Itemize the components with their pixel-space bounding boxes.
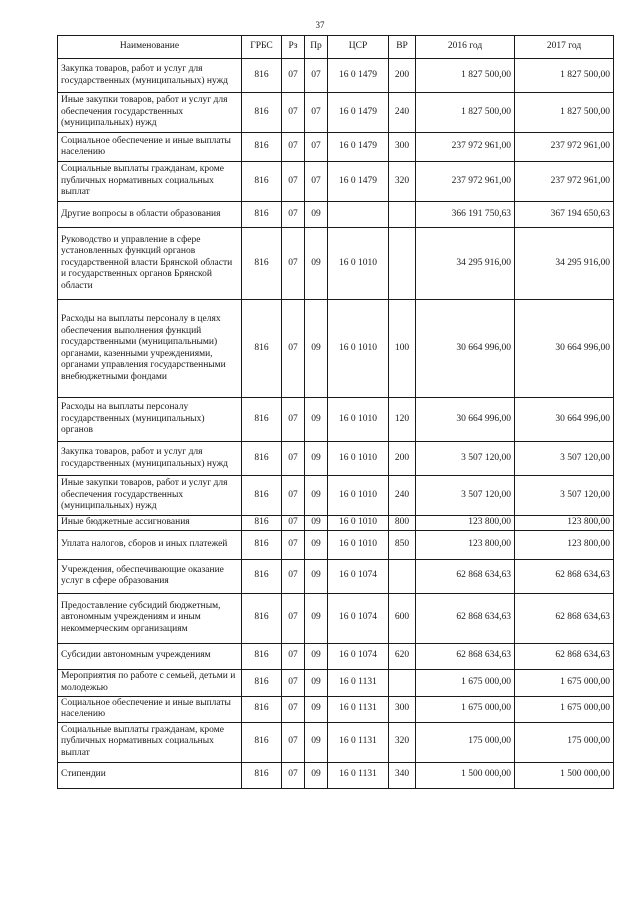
cell-y2016: 3 507 120,00 <box>416 442 515 476</box>
cell-rz: 07 <box>282 476 305 516</box>
cell-rz: 07 <box>282 228 305 300</box>
cell-grbs: 816 <box>242 476 282 516</box>
cell-csr: 16 0 1479 <box>328 93 389 133</box>
cell-rz: 07 <box>282 133 305 162</box>
header-pr: Пр <box>305 36 328 59</box>
cell-vr: 340 <box>389 762 416 788</box>
cell-y2016: 175 000,00 <box>416 722 515 762</box>
cell-pr: 09 <box>305 696 328 722</box>
cell-rz: 07 <box>282 643 305 669</box>
cell-y2017: 123 800,00 <box>515 516 614 531</box>
header-vr: ВР <box>389 36 416 59</box>
cell-vr: 200 <box>389 442 416 476</box>
cell-name: Социальное обеспечение и иные выплаты населению <box>58 133 242 162</box>
cell-pr: 09 <box>305 300 328 398</box>
cell-rz: 07 <box>282 59 305 93</box>
header-rz: Рз <box>282 36 305 59</box>
cell-grbs: 816 <box>242 442 282 476</box>
table-row <box>58 643 614 669</box>
table-row <box>58 593 614 643</box>
cell-y2017: 62 868 634,63 <box>515 643 614 669</box>
cell-y2017: 62 868 634,63 <box>515 559 614 593</box>
cell-y2017: 1 827 500,00 <box>515 93 614 133</box>
cell-vr <box>389 202 416 228</box>
cell-rz: 07 <box>282 516 305 531</box>
header-name: Наименование <box>58 36 242 59</box>
page-number: 37 <box>315 20 325 30</box>
cell-csr: 16 0 1479 <box>328 133 389 162</box>
cell-vr: 200 <box>389 59 416 93</box>
table-row <box>58 442 614 476</box>
cell-vr <box>389 228 416 300</box>
cell-y2017: 30 664 996,00 <box>515 398 614 442</box>
cell-csr: 16 0 1131 <box>328 696 389 722</box>
cell-vr: 100 <box>389 300 416 398</box>
cell-pr: 09 <box>305 476 328 516</box>
budget-table <box>57 35 614 789</box>
cell-name: Стипендии <box>58 762 242 788</box>
cell-y2016: 3 507 120,00 <box>416 476 515 516</box>
cell-y2016: 1 675 000,00 <box>416 669 515 696</box>
cell-rz: 07 <box>282 442 305 476</box>
cell-csr: 16 0 1074 <box>328 559 389 593</box>
cell-vr: 600 <box>389 593 416 643</box>
cell-y2017: 30 664 996,00 <box>515 300 614 398</box>
cell-vr: 240 <box>389 93 416 133</box>
cell-y2016: 123 800,00 <box>416 530 515 559</box>
table-row <box>58 93 614 133</box>
cell-rz: 07 <box>282 669 305 696</box>
cell-rz: 07 <box>282 593 305 643</box>
cell-name: Социальное обеспечение и иные выплаты населению <box>58 696 242 722</box>
cell-pr: 07 <box>305 93 328 133</box>
cell-pr: 09 <box>305 762 328 788</box>
cell-name: Закупка товаров, работ и услуг для государственных (муниципальных) нужд <box>58 59 242 93</box>
cell-rz: 07 <box>282 696 305 722</box>
cell-rz: 07 <box>282 300 305 398</box>
cell-csr: 16 0 1131 <box>328 762 389 788</box>
cell-name: Социальные выплаты гражданам, кроме публичных нормативных социальных выплат <box>58 162 242 202</box>
cell-pr: 07 <box>305 133 328 162</box>
cell-name: Расходы на выплаты персоналу в целях обеспечения выполнения функций государственными (муниципальными) органами, казенными учреждениями, органами управления государственными внебюджетными фондами <box>58 300 242 398</box>
header-2016: 2016 год <box>416 36 515 59</box>
cell-vr: 800 <box>389 516 416 531</box>
cell-name: Мероприятия по работе с семьей, детьми и молодежью <box>58 669 242 696</box>
cell-y2016: 1 500 000,00 <box>416 762 515 788</box>
cell-rz: 07 <box>282 530 305 559</box>
cell-y2016: 1 827 500,00 <box>416 59 515 93</box>
cell-pr: 09 <box>305 228 328 300</box>
cell-grbs: 816 <box>242 722 282 762</box>
cell-y2017: 175 000,00 <box>515 722 614 762</box>
cell-y2017: 1 675 000,00 <box>515 696 614 722</box>
cell-grbs: 816 <box>242 93 282 133</box>
cell-y2016: 1 675 000,00 <box>416 696 515 722</box>
cell-y2017: 1 675 000,00 <box>515 669 614 696</box>
table-row <box>58 59 614 93</box>
cell-rz: 07 <box>282 762 305 788</box>
cell-rz: 07 <box>282 202 305 228</box>
cell-y2016: 62 868 634,63 <box>416 593 515 643</box>
cell-csr: 16 0 1010 <box>328 476 389 516</box>
cell-pr: 09 <box>305 559 328 593</box>
cell-vr: 850 <box>389 530 416 559</box>
cell-vr <box>389 669 416 696</box>
cell-y2017: 237 972 961,00 <box>515 133 614 162</box>
cell-grbs: 816 <box>242 530 282 559</box>
cell-vr: 120 <box>389 398 416 442</box>
table-row <box>58 133 614 162</box>
cell-y2016: 30 664 996,00 <box>416 398 515 442</box>
cell-grbs: 816 <box>242 202 282 228</box>
cell-grbs: 816 <box>242 300 282 398</box>
cell-csr: 16 0 1010 <box>328 228 389 300</box>
cell-csr <box>328 202 389 228</box>
cell-y2017: 34 295 916,00 <box>515 228 614 300</box>
cell-pr: 09 <box>305 442 328 476</box>
cell-name: Руководство и управление в сфере установленных функций органов государственной власти Брянской области и государственных органов Брянской области <box>58 228 242 300</box>
cell-csr: 16 0 1010 <box>328 300 389 398</box>
cell-y2017: 1 827 500,00 <box>515 59 614 93</box>
cell-grbs: 816 <box>242 398 282 442</box>
table-row <box>58 530 614 559</box>
cell-pr: 07 <box>305 59 328 93</box>
cell-csr: 16 0 1010 <box>328 398 389 442</box>
cell-grbs: 816 <box>242 643 282 669</box>
cell-csr: 16 0 1074 <box>328 593 389 643</box>
table-row <box>58 559 614 593</box>
cell-y2017: 237 972 961,00 <box>515 162 614 202</box>
cell-vr: 320 <box>389 162 416 202</box>
cell-grbs: 816 <box>242 59 282 93</box>
cell-rz: 07 <box>282 722 305 762</box>
cell-csr: 16 0 1010 <box>328 516 389 531</box>
cell-pr: 09 <box>305 202 328 228</box>
cell-csr: 16 0 1131 <box>328 722 389 762</box>
cell-y2016: 1 827 500,00 <box>416 93 515 133</box>
table-row <box>58 722 614 762</box>
table-row <box>58 476 614 516</box>
cell-pr: 09 <box>305 669 328 696</box>
cell-name: Расходы на выплаты персоналу государственных (муниципальных) органов <box>58 398 242 442</box>
cell-y2016: 237 972 961,00 <box>416 162 515 202</box>
cell-csr: 16 0 1479 <box>328 59 389 93</box>
cell-name: Учреждения, обеспечивающие оказание услуг в сфере образования <box>58 559 242 593</box>
cell-grbs: 816 <box>242 516 282 531</box>
cell-pr: 09 <box>305 643 328 669</box>
cell-name: Иные закупки товаров, работ и услуг для обеспечения государственных (муниципальных) нужд <box>58 476 242 516</box>
cell-y2017: 62 868 634,63 <box>515 593 614 643</box>
cell-name: Субсидии автономным учреждениям <box>58 643 242 669</box>
cell-name: Другие вопросы в области образования <box>58 202 242 228</box>
cell-name: Иные закупки товаров, работ и услуг для обеспечения государственных (муниципальных) нужд <box>58 93 242 133</box>
cell-csr: 16 0 1479 <box>328 162 389 202</box>
table-header <box>58 36 614 59</box>
cell-rz: 07 <box>282 559 305 593</box>
table-row <box>58 300 614 398</box>
cell-grbs: 816 <box>242 593 282 643</box>
header-csr: ЦСР <box>328 36 389 59</box>
cell-pr: 09 <box>305 516 328 531</box>
cell-pr: 07 <box>305 162 328 202</box>
header-grbs: ГРБС <box>242 36 282 59</box>
cell-pr: 09 <box>305 530 328 559</box>
cell-y2017: 1 500 000,00 <box>515 762 614 788</box>
cell-y2017: 3 507 120,00 <box>515 476 614 516</box>
table-body <box>58 59 614 789</box>
cell-y2017: 123 800,00 <box>515 530 614 559</box>
header-2017: 2017 год <box>515 36 614 59</box>
cell-vr <box>389 559 416 593</box>
table-row <box>58 696 614 722</box>
cell-name: Закупка товаров, работ и услуг для государственных (муниципальных) нужд <box>58 442 242 476</box>
cell-csr: 16 0 1010 <box>328 442 389 476</box>
table-row <box>58 762 614 788</box>
cell-y2016: 237 972 961,00 <box>416 133 515 162</box>
cell-y2016: 62 868 634,63 <box>416 559 515 593</box>
cell-rz: 07 <box>282 93 305 133</box>
cell-grbs: 816 <box>242 559 282 593</box>
cell-y2017: 367 194 650,63 <box>515 202 614 228</box>
cell-rz: 07 <box>282 398 305 442</box>
cell-grbs: 816 <box>242 696 282 722</box>
table-row <box>58 228 614 300</box>
cell-y2016: 34 295 916,00 <box>416 228 515 300</box>
cell-y2016: 30 664 996,00 <box>416 300 515 398</box>
cell-grbs: 816 <box>242 162 282 202</box>
cell-rz: 07 <box>282 162 305 202</box>
cell-vr: 320 <box>389 722 416 762</box>
cell-grbs: 816 <box>242 762 282 788</box>
cell-y2016: 366 191 750,63 <box>416 202 515 228</box>
cell-pr: 09 <box>305 722 328 762</box>
table-row <box>58 202 614 228</box>
table-row <box>58 669 614 696</box>
cell-name: Предоставление субсидий бюджетным, автономным учреждениям и иным некоммерческим организациям <box>58 593 242 643</box>
cell-y2016: 123 800,00 <box>416 516 515 531</box>
cell-csr: 16 0 1131 <box>328 669 389 696</box>
table-row <box>58 398 614 442</box>
cell-y2016: 62 868 634,63 <box>416 643 515 669</box>
cell-name: Социальные выплаты гражданам, кроме публичных нормативных социальных выплат <box>58 722 242 762</box>
cell-vr: 240 <box>389 476 416 516</box>
cell-pr: 09 <box>305 398 328 442</box>
cell-csr: 16 0 1074 <box>328 643 389 669</box>
cell-vr: 300 <box>389 133 416 162</box>
cell-y2017: 3 507 120,00 <box>515 442 614 476</box>
cell-vr: 300 <box>389 696 416 722</box>
cell-name: Уплата налогов, сборов и иных платежей <box>58 530 242 559</box>
cell-csr: 16 0 1010 <box>328 530 389 559</box>
cell-name: Иные бюджетные ассигнования <box>58 516 242 531</box>
cell-vr: 620 <box>389 643 416 669</box>
table-row <box>58 516 614 531</box>
cell-grbs: 816 <box>242 228 282 300</box>
cell-grbs: 816 <box>242 133 282 162</box>
cell-grbs: 816 <box>242 669 282 696</box>
table-row <box>58 162 614 202</box>
cell-pr: 09 <box>305 593 328 643</box>
